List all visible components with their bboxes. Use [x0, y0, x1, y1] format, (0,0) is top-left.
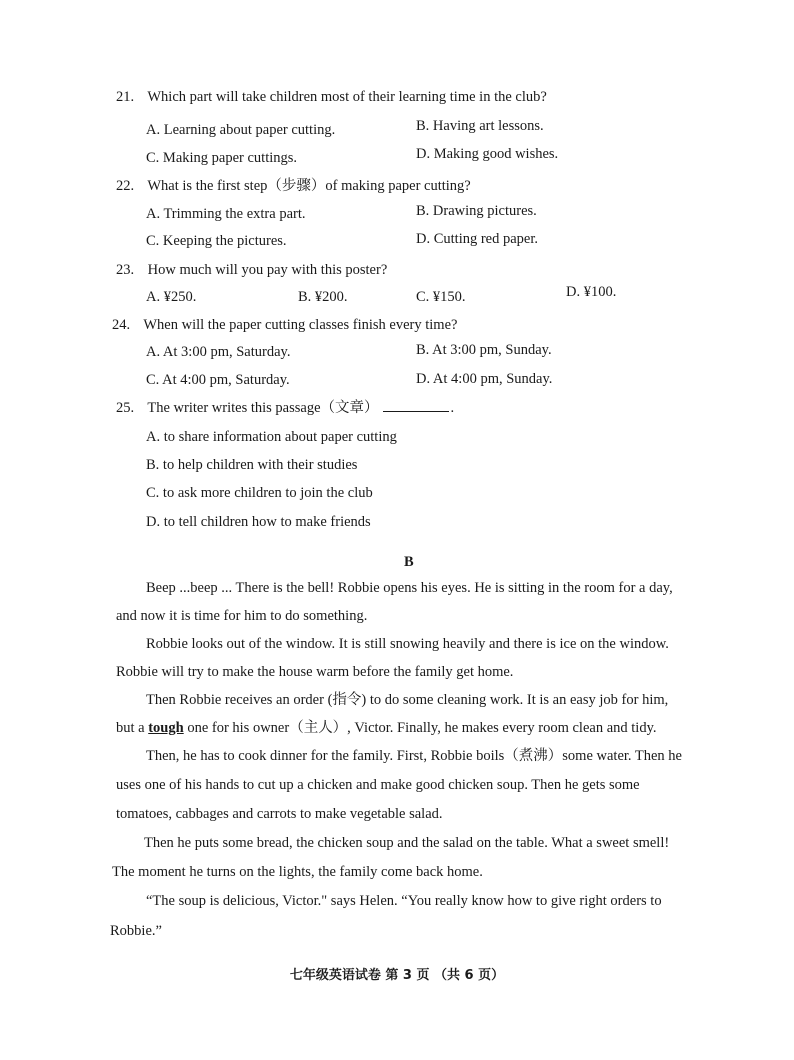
option-d: D. Cutting red paper. — [416, 231, 539, 247]
passage-line: and now it is time for him to do something. — [116, 608, 368, 624]
question-number: 25. — [116, 400, 135, 416]
option-b: B. to help children with their studies — [146, 457, 358, 473]
question-text-end: . — [450, 400, 455, 416]
question-22 — [116, 177, 471, 195]
question-number: 23. — [116, 262, 135, 278]
passage-line: Robbie looks out of the window. It is still snowing heavily and there is ice on the window. — [146, 636, 669, 652]
option-a: A. ¥250. — [146, 289, 197, 305]
passage-line: “The soup is delicious, Victor." says Helen. “You really know how to give right orders to — [146, 893, 662, 909]
answer-blank — [383, 399, 449, 412]
question-text: When will the paper cutting classes finish every time? — [143, 317, 458, 333]
section-title: B — [404, 554, 414, 570]
question-24 — [112, 316, 457, 334]
option-d: D. to tell children how to make friends — [146, 514, 371, 530]
passage-line: Robbie.” — [110, 923, 162, 939]
option-c: C. ¥150. — [416, 289, 466, 305]
passage-line: tomatoes, cabbages and carrots to make vegetable salad. — [116, 806, 443, 822]
option-b: B. At 3:00 pm, Sunday. — [416, 342, 552, 358]
passage-line: Then Robbie receives an order (指令) to do some cleaning work. It is an easy job for him, — [146, 692, 669, 708]
passage-text: one for his owner（主人）, Victor. Finally, he makes every room clean and tidy. — [187, 720, 657, 736]
question-text: What is the first step（步骤）of making paper cutting? — [147, 178, 471, 194]
option-a: A. to share information about paper cutting — [146, 429, 397, 445]
option-c: C. to ask more children to join the club — [146, 485, 373, 501]
option-a: A. Trimming the extra part. — [146, 206, 306, 222]
option-b: B. Having art lessons. — [416, 118, 544, 134]
passage-line: Then, he has to cook dinner for the family. First, Robbie boils（煮沸）some water. Then he — [146, 748, 682, 764]
passage-line: Beep ...beep ... There is the bell! Robbie opens his eyes. He is sitting in the room for a day, — [146, 580, 673, 596]
passage-line — [116, 719, 657, 737]
option-a: A. Learning about paper cutting. — [146, 122, 336, 138]
question-text: Which part will take children most of their learning time in the club? — [147, 89, 547, 105]
page-footer: 七年级英语试卷 第 3 页 （共 6 页） — [289, 968, 505, 983]
option-c: C. At 4:00 pm, Saturday. — [146, 372, 290, 388]
option-a: A. At 3:00 pm, Saturday. — [146, 344, 291, 360]
question-number: 24. — [112, 317, 131, 333]
passage-line: Then he puts some bread, the chicken soup and the salad on the table. What a sweet smell! — [144, 835, 670, 851]
passage-text: but a — [116, 720, 145, 736]
passage-line: The moment he turns on the lights, the family come back home. — [112, 864, 483, 880]
question-21 — [116, 88, 547, 106]
question-number: 21. — [116, 89, 135, 105]
question-text: The writer writes this passage（文章） — [147, 400, 379, 416]
question-25 — [116, 399, 454, 417]
option-b: B. ¥200. — [298, 289, 348, 305]
question-23 — [116, 261, 387, 279]
option-c: C. Keeping the pictures. — [146, 233, 287, 249]
question-number: 22. — [116, 178, 135, 194]
option-d: D. Making good wishes. — [416, 146, 559, 162]
option-c: C. Making paper cuttings. — [146, 150, 298, 166]
option-d: D. At 4:00 pm, Sunday. — [416, 371, 553, 387]
option-d: D. ¥100. — [566, 284, 617, 300]
passage-line: uses one of his hands to cut up a chicken and make good chicken soup. Then he gets some — [116, 777, 640, 793]
option-b: B. Drawing pictures. — [416, 203, 537, 219]
passage-line: Robbie will try to make the house warm before the family get home. — [116, 664, 514, 680]
question-text: How much will you pay with this poster? — [147, 262, 388, 278]
underlined-word: tough — [148, 720, 184, 736]
